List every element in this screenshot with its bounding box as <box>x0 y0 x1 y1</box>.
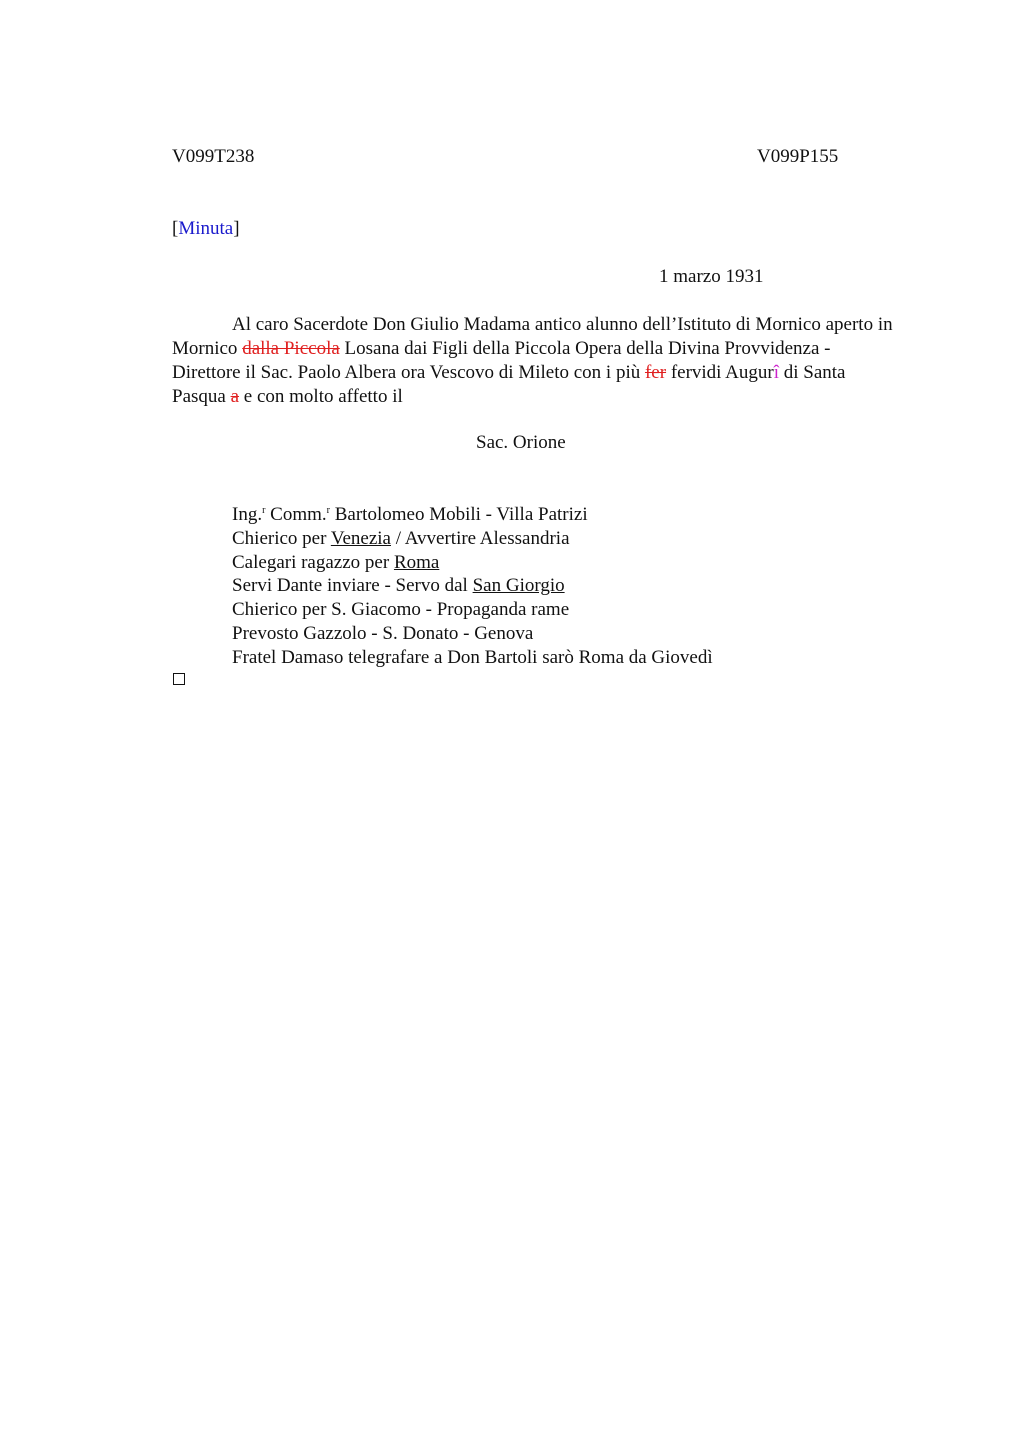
document-code-left: V099T238 <box>172 146 255 167</box>
close-bracket: ] <box>233 218 240 239</box>
open-bracket: [ <box>172 218 179 239</box>
note-line <box>232 551 713 575</box>
note-text: Comm. <box>265 504 327 525</box>
deleted-text-1: dalla Piccola <box>242 338 340 359</box>
note-line <box>232 527 713 551</box>
signature: Sac. Orione <box>476 432 566 453</box>
body-text-2: Losana dai Figli della Piccola Opera della Divina Provvidenza - Direttore il Sac. Paolo Albera ora Vescovo di Mileto con i più <box>172 338 831 383</box>
note-text: Servi Dante inviare - Servo dal <box>232 575 473 597</box>
superscript: r <box>326 505 330 516</box>
note-text: Ing. <box>232 504 263 525</box>
note-text: Chierico per <box>232 527 331 549</box>
document-code-right: V099P155 <box>757 146 839 167</box>
underlined-text: Venezia <box>330 527 391 549</box>
body-text-4: di Santa Pasqua <box>172 362 846 407</box>
accent-mark: î <box>773 362 779 383</box>
body-text-3: fervidi Augur <box>666 362 774 383</box>
note-text: Calegari ragazzo per <box>232 551 394 573</box>
note-text: / Avvertire Alessandria <box>390 527 570 549</box>
note-line <box>232 503 713 527</box>
body-text-5: e con molto affetto il <box>239 386 403 407</box>
underlined-text: Roma <box>393 551 440 573</box>
notes-list <box>232 503 713 670</box>
deleted-text-3: a <box>230 386 240 407</box>
note-line: Prevosto Gazzolo - S. Donato - Genova <box>232 622 534 644</box>
note-line: Fratel Damaso telegrafare a Don Bartoli sarò Roma da Giovedì <box>232 646 713 668</box>
note-line: Chierico per S. Giacomo - Propaganda rame <box>232 599 570 621</box>
letter-body <box>172 313 902 409</box>
superscript: r <box>262 505 266 516</box>
deleted-text-2: fer <box>644 362 667 383</box>
underlined-text: San Giorgio <box>472 575 565 597</box>
body-text-1: Al caro Sacerdote Don Giulio Madama antico alunno dell’Istituto di Mornico aperto in Mornico <box>172 314 893 359</box>
note-text: Bartolomeo Mobili - Villa Patrizi <box>330 504 588 525</box>
note-line <box>232 574 713 598</box>
letter-date: 1 marzo 1931 <box>659 266 764 287</box>
checkbox-square-icon <box>173 673 185 685</box>
minuta-label <box>172 218 240 240</box>
minuta-word: Minuta <box>178 218 234 239</box>
